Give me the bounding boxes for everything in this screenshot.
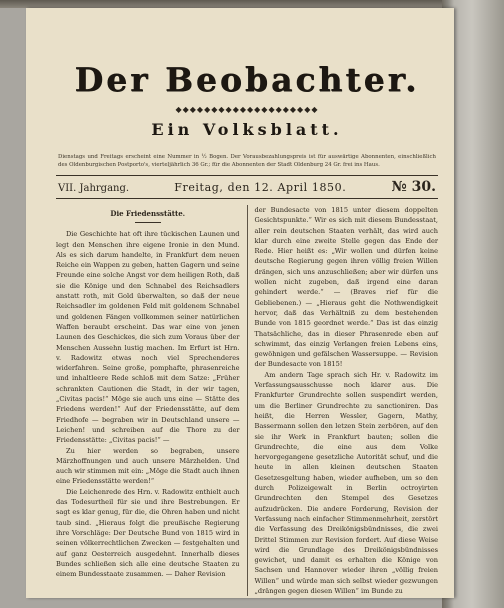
section-title-rule (135, 222, 161, 223)
subscription-notice: Dienstags und Freitags erscheint eine Nummer in ½ Bogen. Der Vorausbezahlungspreis ist für auswärtige Abonnenten, einschließlich des Oldenburgischen Postporto's, vierteljährlich 36 Gr.; für die Abonnenten der Stadt Oldenburg 24 Gr. frei ins Haus. (58, 154, 436, 168)
section-title-text: Die Friedensstätte. (110, 209, 186, 218)
right-paragraph-2: Am andern Tage sprach sich Hr. v. Radowitz im Verfassungsausschusse noch klarer aus. Die Frankfurter Grundrechte sollen suspendirt werden, um die Berliner Grundrechte zu sanctioniren. Das heißt, die Herren Wessler, Gagern, Mathy, Bassermann sollen den letzen Stein zerbören, auf den sie ihr Werk in Frankfurt bauten; sollen die Grundrechte, die eine aus dem Volke hervorgegangene gesetzliche Autorität schuf, und die heute in allen kleinen deutschen Staaten Gesetzesgeltung haben, wieder aufheben, um so den durch Polizeigewalt in Berlin octroyirten Grundrechten den Stempel des Gesetzes aufzudrücken. Die andere Forderung, Revision der Verfassung nach einfacher Stimmenmehrheit, zerstört die Verfassung des Dreikönigsbündnisses, die zwei Drittel Stimmen zur Revision fordert. Auf diese Weise wird die Grundlage des Dreikönigsbündnisses gewichet, und damit es erhalten die Könige von Sachsen und Hannover wieder ihren „völlig freien Willen“ und würde man sich selbst wieder gezwungen „drängen gegen diesen Willen“ im Bunde zu (254, 370, 438, 595)
left-column (56, 205, 248, 596)
issue-number: № 30. (391, 179, 436, 195)
right-column (248, 205, 439, 596)
left-paragraph-2: Zu hier werden so begraben, unsere Märzhoffnungen und auch unsere Märzhelden. Und auch wir stimmen mit ein: „Möge die Stadt auch ihnen eine Friedensstätte werden!“ (56, 446, 240, 486)
header-rule-bottom (56, 198, 438, 199)
issue-date: Freitag, den 12. April 1850. (174, 181, 347, 194)
masthead-title: Der Beobachter. (74, 60, 420, 99)
section-title (56, 209, 240, 223)
issue-line (56, 176, 438, 196)
left-paragraph-3: Die Leichenrede des Hrn. v. Radowitz enthielt auch das Todesurtheil für sie und ihre Bestrebungen. Er sagt es klar genug, für die, die Ohren haben und nicht taub sind. „Hieraus folgt die preußische Regierung ihre Vorschläge: Der Deutsche Bund von 1815 wird in seinen völkerrechtlichen Zwecken — festgehalten und auf ganz Oesterreich ausgedehnt. Innerhalb dieses Bundes schließen sich alle eine deutsche Staaten zu einem Bundesstaate zusammen. — Daher Revision (56, 487, 240, 579)
masthead-subtitle: Ein Volksblatt. (151, 120, 343, 139)
article-columns (56, 205, 438, 596)
volume-label: VII. Jahrgang. (58, 183, 130, 194)
right-paragraph-1: der Bundesacte von 1815 unter diesem doppelten Gesichtspunkte.“ Wir es sich mit diesem Bundesstaat, aller rein deutschen Staaten verhält, das wird auch klar durch eine zweite Stelle gegen das Ende der Rede. Hier heißt es: „Wir wollen und dürfen keine deutsche Regierung gegen ihren völlig freien Willen drängen, sich uns anzuschließen; aber wir dürfen uns wollen nicht zugeben, daß irgend eine daran gehindert werde.“ — (Braves rief für die Gebliebenen.) — „Hieraus geht die Nothwendigkeit hervor, daß das Verhältniß zu dem bestehenden Bunde von 1815 geordnet werde.“ Das ist das einzig Thatsächliche, das in dieser Phrasenrede eben auf schwimmt, das einzig Verlangen freien Lebens eins, gewöhnigen und gefälschen Wassersuppe. — Revision der Bundesacte von 1815! (254, 206, 438, 369)
scan-edge-top (0, 0, 504, 8)
newspaper-page (26, 8, 454, 598)
masthead-ornament: ◆◆◆◆◆◆◆◆◆◆◆◆◆◆◆◆◆◆◆◆ (175, 105, 319, 114)
left-paragraph-1: Die Geschichte hat oft ihre tückischen Launen und legt den Menschen ihre eigene Ironie in den Mund. Als es sich darum handelte, in Frankfurt dem neuen Reiche ein Wappen zu geben, hatten Gagern und seine Freunde eine solche Angst vor dem heiligen Roth, daß sie die Könige und den Schnabel des Reichsadlers anstatt roth, mit Gold überwalten, so daß der neue Reichsadler im goldenen Feld mit goldenem Schnabel und goldenen Fängen vollkommen seiner natürlichen Waffen beraubt erscheint. Das war eine von jenen Launen des Geschickes, die sich zum Voraus über der Menschen Aussehn lustig machen. Im Erfurt ist Hrn. v. Radowitz etwas noch viel Sprechenderes widerfahren. Seine große, pomphafte, phrasenreiche und inhaltleere Rede schloß mit dem Satze: „Früher schrankten Cautionen die Stadt, in der wir tagen, „Civitas pacis!“ Möge sie auch uns eine — Stätte des Friedens werden!“ Auf der Friedensstätte, auf dem Friedhofe — begraben wir in Deutschland unsere — Leichen! und schreiben auf die Thore zu der Friedensstätte: „Civitas pacis!“ — (56, 230, 240, 445)
page-content (56, 18, 438, 596)
